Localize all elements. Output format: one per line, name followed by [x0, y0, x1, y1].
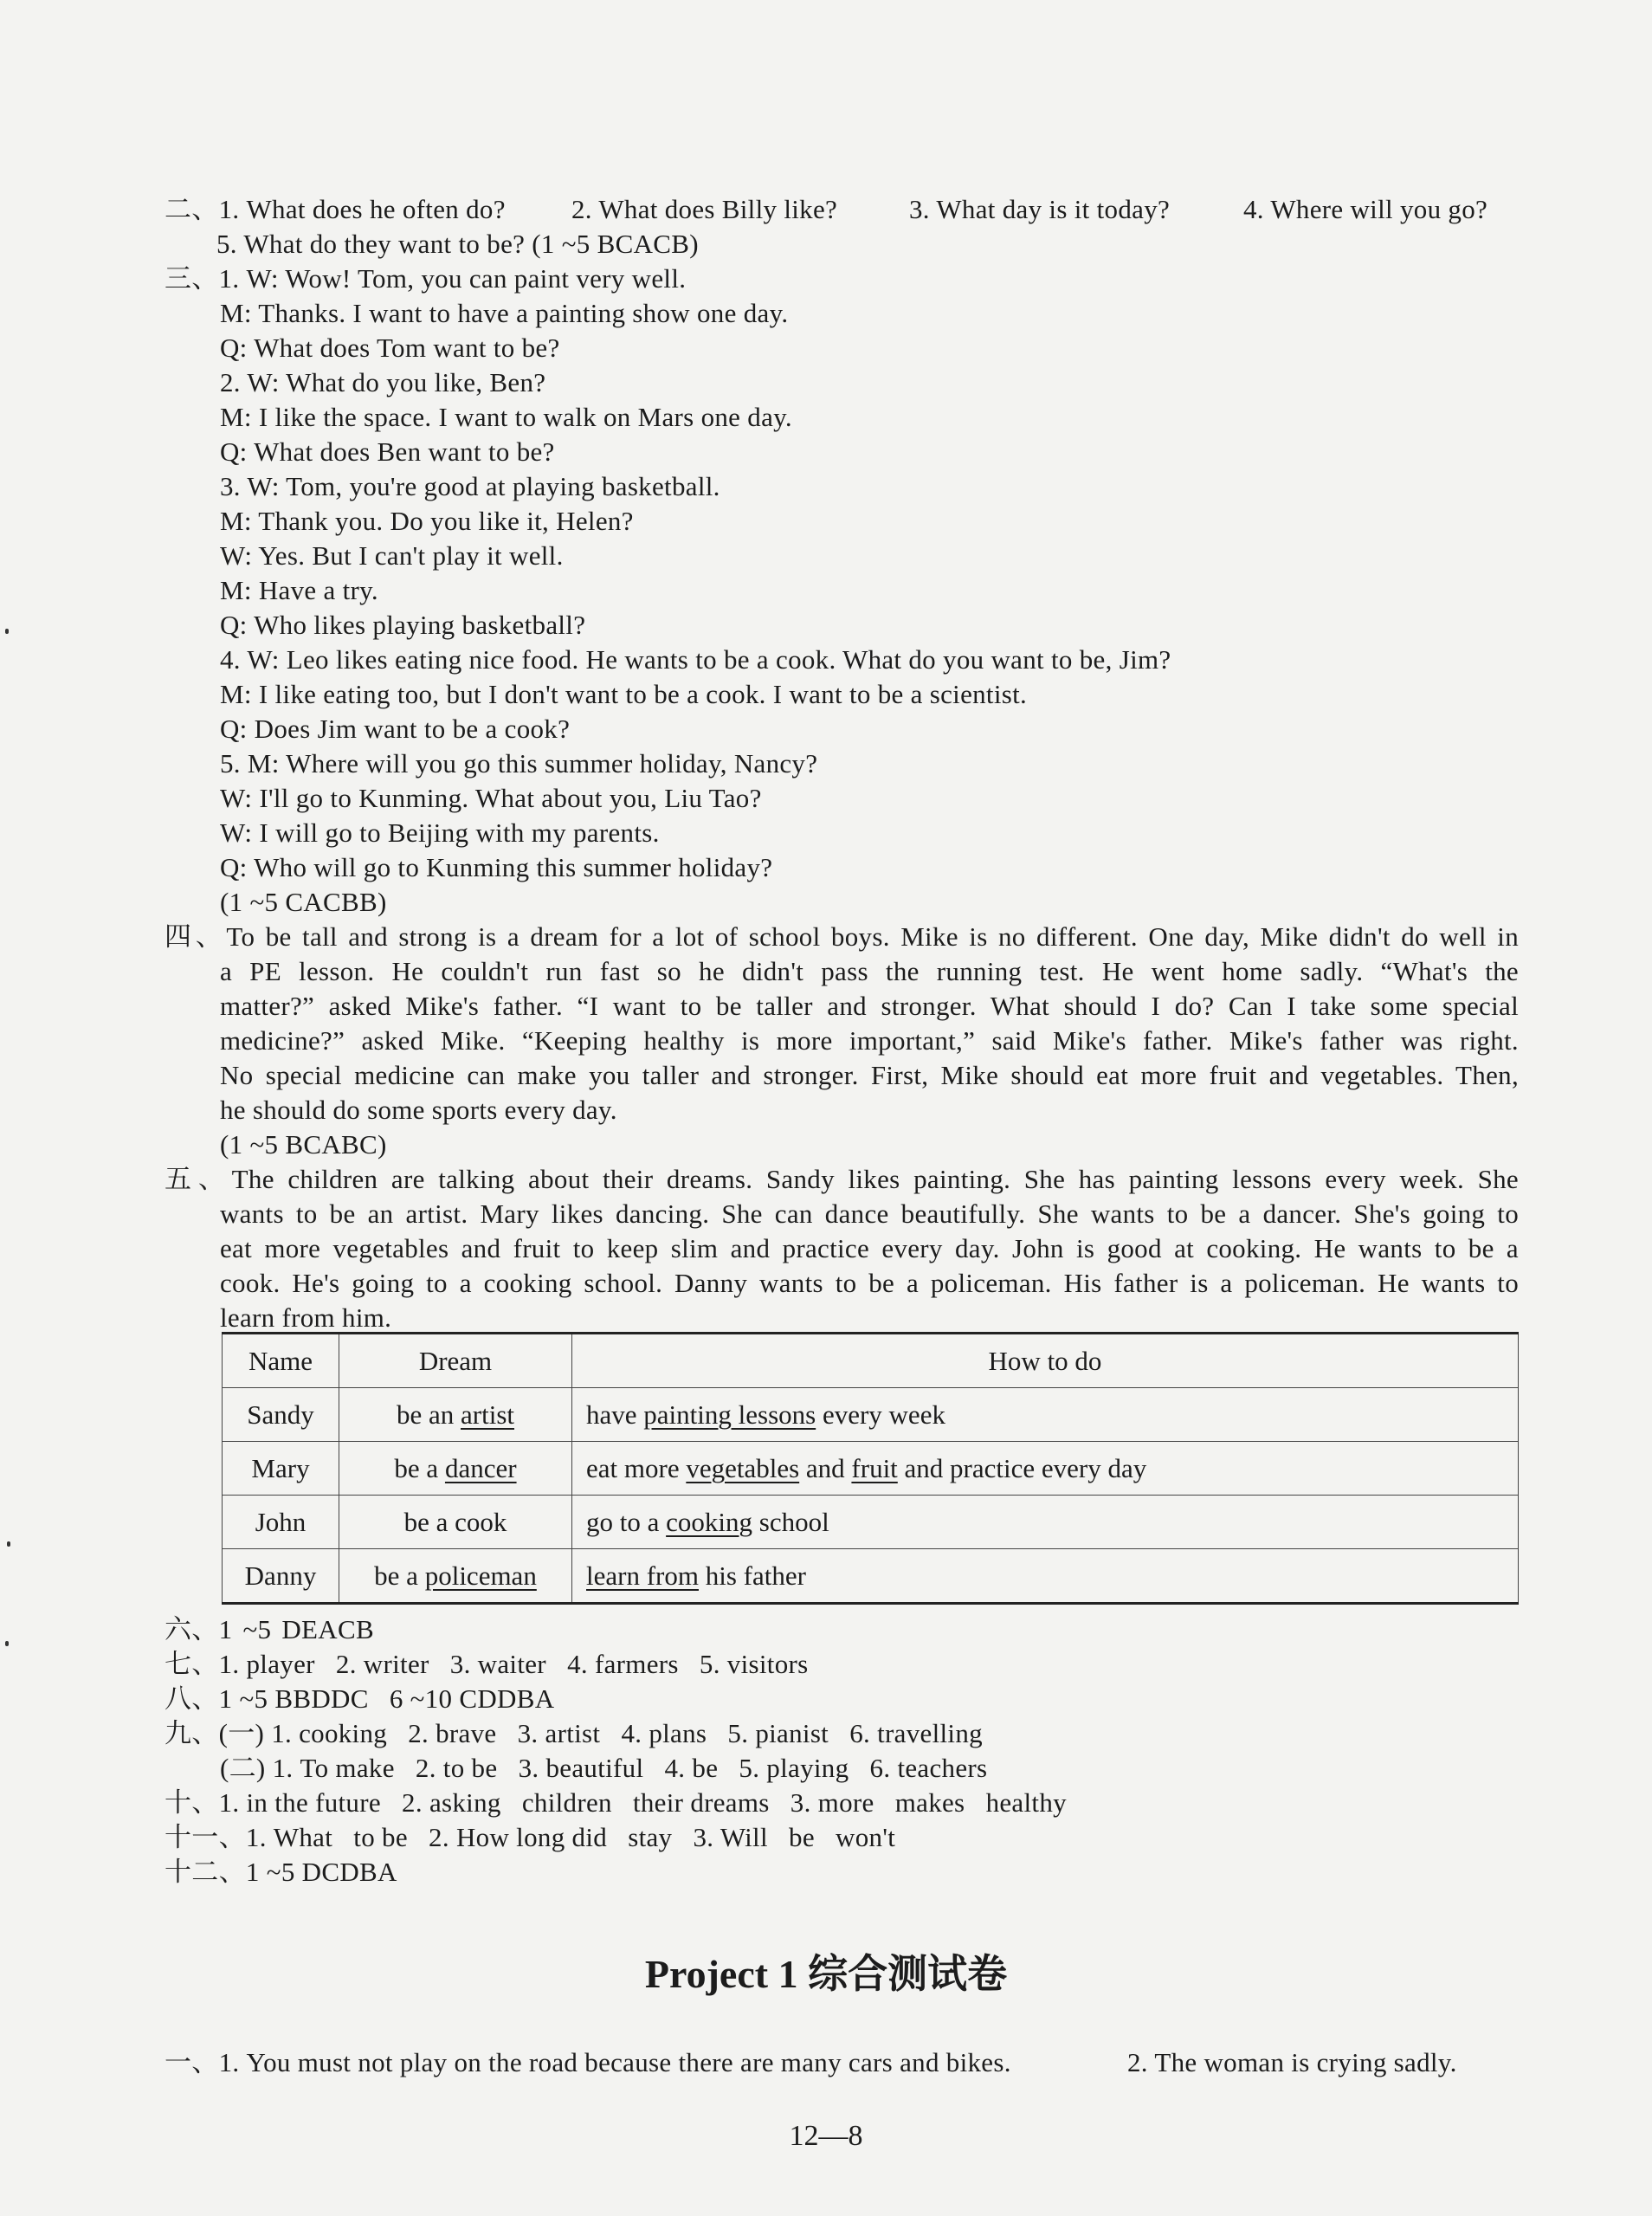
cell-dream: be an artist: [339, 1388, 572, 1442]
sec4-answer: (1 ~5 BCABC): [220, 1129, 387, 1160]
bottom-line-q1: 一、1. You must not play on the road because there are many cars and bikes.: [165, 2047, 1011, 2077]
table-header-row: [223, 1334, 1519, 1388]
sec3-line: Q: Does Jim want to be a cook?: [220, 714, 571, 744]
answer-blank: artist: [461, 1399, 515, 1430]
answer-line: 十、1. in the future 2. asking children their dreams 3. more makes healthy: [165, 1787, 1067, 1818]
sec5-line: learn from him.: [220, 1302, 392, 1333]
cell-dream: be a dancer: [339, 1442, 572, 1496]
sec4-line: 四、To be tall and strong is a dream for a lot of school boys. Mike is no different. One day, Mike didn't do well in: [165, 921, 1519, 952]
sec3-line: M: Have a try.: [220, 575, 378, 605]
sec2-q1: 二、1. What does he often do?: [165, 194, 506, 224]
sec3-line: W: I will go to Beijing with my parents.: [220, 817, 660, 848]
sec3-line: M: Thank you. Do you like it, Helen?: [220, 506, 634, 536]
sec3-line: Q: What does Ben want to be?: [220, 436, 555, 467]
sec3-line: 5. M: Where will you go this summer holiday, Nancy?: [220, 748, 818, 779]
sec5-line: cook. He's going to a cooking school. Danny wants to be a policeman. His father is a policeman. He wants to: [220, 1268, 1519, 1298]
sec2-q4: 4. Where will you go?: [1243, 194, 1488, 224]
answer-blank: fruit: [851, 1452, 898, 1483]
margin-mark: [5, 629, 9, 634]
answer-blank: vegetables: [686, 1452, 800, 1483]
sec2-line2: 5. What do they want to be? (1 ~5 BCACB): [216, 229, 699, 259]
sec5-line: 五、The children are talking about their dreams. Sandy likes painting. She has painting lessons every week. She: [165, 1164, 1519, 1194]
dreams-table: [222, 1332, 1519, 1605]
cell-how: go to a cooking school: [572, 1496, 1519, 1549]
answer-blank: learn from: [586, 1560, 699, 1591]
sec3-line: 三、1. W: Wow! Tom, you can paint very well.: [165, 263, 687, 294]
sec3-line: M: Thanks. I want to have a painting show one day.: [220, 298, 789, 328]
sec3-line: M: I like eating too, but I don't want to be a cook. I want to be a scientist.: [220, 679, 1028, 709]
sec5-line: eat more vegetables and fruit to keep slim and practice every day. John is good at cooking. He wants to be a: [220, 1233, 1519, 1263]
table-row: [223, 1496, 1519, 1549]
cell-name: Danny: [223, 1549, 339, 1604]
cell-how: learn from his father: [572, 1549, 1519, 1604]
header-how: How to do: [572, 1334, 1519, 1388]
sec3-line: W: I'll go to Kunming. What about you, Liu Tao?: [220, 783, 762, 813]
answer-line: 十一、1. What to be 2. How long did stay 3. Will be won't: [165, 1822, 896, 1852]
sec3-answer: (1 ~5 CACBB): [220, 887, 387, 917]
answer-line: (二) 1. To make 2. to be 3. beautiful 4. be 5. playing 6. teachers: [220, 1753, 988, 1783]
margin-mark: [5, 1641, 9, 1646]
header-dream: Dream: [339, 1334, 572, 1388]
bottom-line-q2: 2. The woman is crying sadly.: [1127, 2047, 1457, 2077]
page-number: 12—8: [789, 2120, 863, 2152]
cell-name: Sandy: [223, 1388, 339, 1442]
answer-blank: dancer: [444, 1452, 517, 1483]
table-row: [223, 1388, 1519, 1442]
sec3-line: 4. W: Leo likes eating nice food. He wants to be a cook. What do you want to be, Jim?: [220, 644, 1171, 675]
sec4-line: No special medicine can make you taller and stronger. First, Mike should eat more fruit and vegetables. Then,: [220, 1060, 1519, 1090]
sec3-line: Q: Who will go to Kunming this summer holiday?: [220, 852, 773, 882]
table-row: [223, 1442, 1519, 1496]
sec3-line: Q: What does Tom want to be?: [220, 333, 560, 363]
sec3-line: Q: Who likes playing basketball?: [220, 610, 586, 640]
margin-mark: [7, 1541, 10, 1547]
table-row: [223, 1549, 1519, 1604]
sec5-line: wants to be an artist. Mary likes dancing. She can dance beautifully. She wants to be a dancer. She's going to: [220, 1198, 1519, 1229]
sec4-line: matter?” asked Mike's father. “I want to be taller and stronger. What should I do? Can I take some special: [220, 991, 1519, 1021]
answer-line: 九、(一) 1. cooking 2. brave 3. artist 4. plans 5. pianist 6. travelling: [165, 1718, 983, 1748]
answer-blank: policeman: [424, 1560, 537, 1591]
sec2-q3: 3. What day is it today?: [909, 194, 1171, 224]
sec3-line: 3. W: Tom, you're good at playing basketball.: [220, 471, 720, 501]
cell-dream: be a cook: [339, 1496, 572, 1549]
sec4-line: he should do some sports every day.: [220, 1095, 617, 1125]
header-name: Name: [223, 1334, 339, 1388]
answer-line: 十二、1 ~5 DCDBA: [165, 1857, 397, 1887]
cell-how: have painting lessons every week: [572, 1388, 1519, 1442]
page-title: Project 1 综合测试卷: [644, 1952, 1008, 1996]
answer-line: 八、1 ~5 BBDDC 6 ~10 CDDBA: [165, 1683, 555, 1714]
cell-name: John: [223, 1496, 339, 1549]
answer-blank: painting lessons: [643, 1399, 816, 1430]
cell-name: Mary: [223, 1442, 339, 1496]
cell-how: eat more vegetables and fruit and practice every day: [572, 1442, 1519, 1496]
cell-dream: be a policeman: [339, 1549, 572, 1604]
answer-blank: cooking: [666, 1506, 752, 1537]
answer-line: 六、1 ~5 DEACB: [165, 1614, 374, 1644]
sec3-line: M: I like the space. I want to walk on Mars one day.: [220, 402, 792, 432]
sec3-line: 2. W: What do you like, Ben?: [220, 367, 546, 397]
sec2-q2: 2. What does Billy like?: [571, 194, 838, 224]
answer-line: 七、1. player 2. writer 3. waiter 4. farmers 5. visitors: [165, 1649, 809, 1679]
sec4-line: medicine?” asked Mike. “Keeping healthy is more important,” said Mike's father. Mike's father was right.: [220, 1025, 1519, 1056]
sec3-line: W: Yes. But I can't play it well.: [220, 540, 564, 571]
sec4-line: a PE lesson. He couldn't run fast so he didn't pass the running test. He went home sadly. “What's the: [220, 956, 1519, 986]
